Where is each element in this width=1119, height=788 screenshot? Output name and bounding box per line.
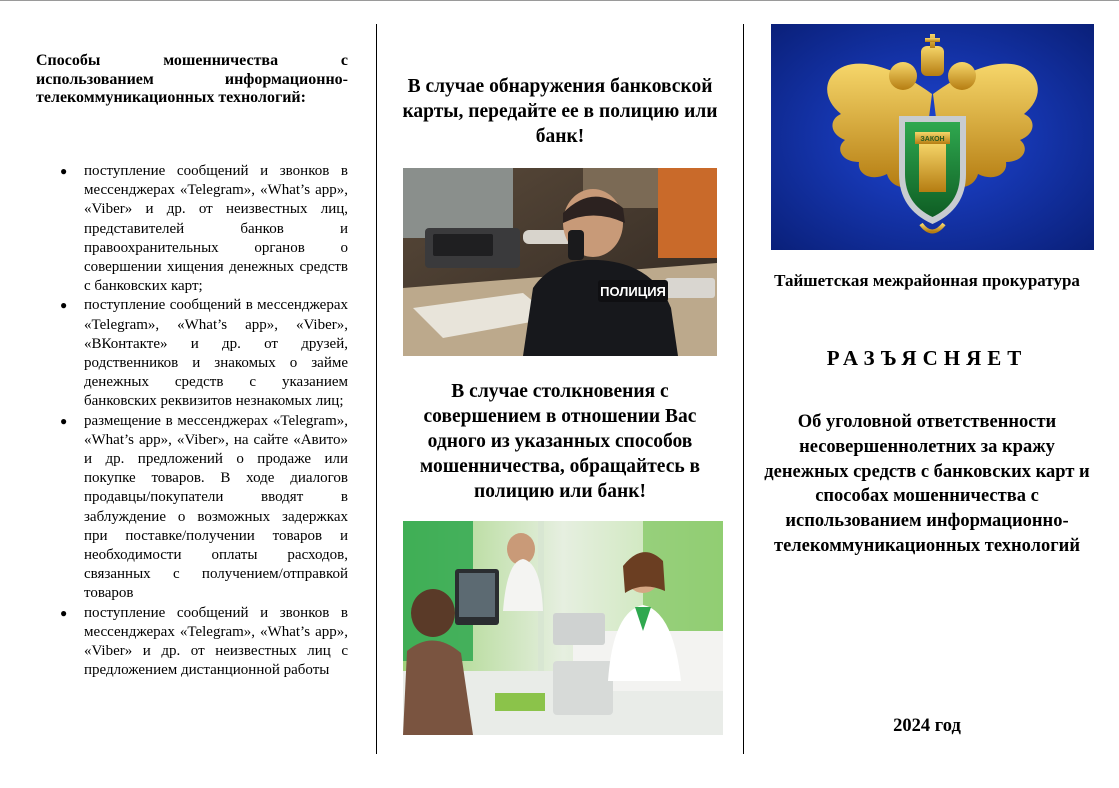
bullet-icon: ●: [60, 413, 68, 428]
list-item-text: поступление сообщений в мессенджерах «Telegram», «What’s app», «Viber», «ВКонтакте» и др. от друзей, родственников и знакомых о займе денежных средств с указанием банковских реквизитов незнакомых лиц;: [84, 297, 348, 410]
fraud-methods-panel: [36, 52, 348, 679]
list-item: [36, 296, 348, 411]
list-item-text: размещение в мессенджерах «Telegram», «What’s app», «Viber», на сайте «Авито» и др. предложений о продаже или покупке товаров. В ходе диалогов продавцы/покупатели вводят в заблуждение о возможных задержках при поставке/получении товаров и необходимости оплаты расходов, связанных с получением/отправкой товаров: [84, 412, 348, 602]
list-item: [36, 162, 348, 296]
police-officer-photo: [403, 168, 717, 356]
list-item: [36, 604, 348, 681]
leaflet-subject: Об уголовной ответственности несовершеннолетних за кражу денежных средств с банковских карт и способах мошенничества с использованием информационно-телекоммуникационных технологий: [764, 412, 1090, 556]
police-badge-text: ПОЛИЦИЯ: [600, 284, 666, 299]
emblem-shield-text: ЗАКОН: [920, 136, 945, 143]
column-divider-2: [743, 24, 744, 754]
bullet-icon: ●: [60, 164, 68, 178]
fraud-methods-list: [36, 162, 348, 680]
organization-name: Тайшетская межрайонная прокуратура: [774, 271, 1080, 290]
column-divider-1: [376, 24, 377, 754]
fraud-methods-title: Способы мошенничества с использованием информационно-телекоммуникационных технологий:: [36, 52, 348, 106]
list-item-text: поступление сообщений и звонков в мессенджерах «Telegram», «What’s app», «Viber» и др. от неизвестных лиц с предложением дистанционной работы: [84, 604, 348, 679]
list-item-text: поступление сообщений и звонков в мессенджерах «Telegram», «What’s app», «Viber» и др. от неизвестных лиц, представителей банков и правоохранительных органов о совершении хищения денежных средств с банковских карт;: [84, 163, 348, 295]
list-item: [36, 412, 348, 604]
page-top-border: [0, 0, 1119, 1]
card-found-notice: В случае обнаружения банковской карты, передайте ее в полицию или банк!: [402, 76, 718, 147]
bullet-icon: ●: [60, 605, 68, 620]
fraud-contact-notice: В случае столкновения с совершением в отношении Вас одного из указанных способов мошенничества, обращайтесь в полицию или банк!: [419, 381, 701, 502]
publication-year: 2024 год: [893, 716, 961, 736]
prosecutor-emblem: [771, 24, 1094, 250]
page-headline: РАЗЪЯСНЯЕТ: [826, 346, 1028, 370]
bank-office-photo: [403, 521, 723, 735]
bullet-icon: ●: [60, 298, 68, 313]
